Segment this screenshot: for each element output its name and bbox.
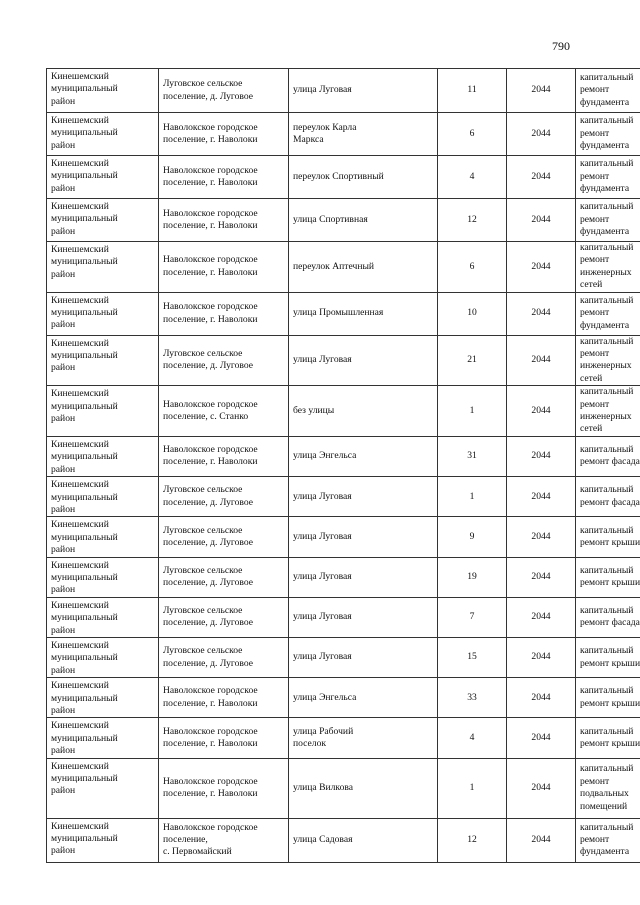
settlement-cell-text: Наволокское городское поселение, г. Наволоки (163, 164, 258, 188)
district-cell-text: Кинешемский муниципальный район (51, 337, 118, 374)
house-number-cell (438, 718, 507, 758)
street-cell (289, 557, 438, 597)
house-number-cell (438, 242, 507, 293)
street-cell (289, 292, 438, 335)
table-row (47, 718, 640, 758)
house-number-cell (438, 335, 507, 386)
year-cell-text: 2044 (531, 404, 551, 416)
table-row (47, 292, 640, 335)
work-type-cell (576, 436, 640, 476)
work-type-cell-text: капитальный ремонт крыши (580, 685, 640, 709)
settlement-cell (159, 718, 289, 758)
work-type-cell-text: капитальный ремонт фасада (580, 484, 640, 508)
work-type-cell (576, 678, 640, 718)
district-cell-text: Кинешемский муниципальный район (51, 519, 118, 556)
work-type-cell (576, 637, 640, 677)
work-type-cell-text: капитальный ремонт крыши (580, 564, 640, 589)
district-cell (47, 113, 159, 156)
street-cell-text: переулок Аптечный (293, 260, 375, 272)
table-row (47, 199, 640, 242)
street-cell-text: улица Рабочий поселок (293, 725, 354, 750)
district-cell-text: Кинешемский муниципальный район (51, 294, 118, 331)
work-type-cell-text: капитальный ремонт крыши (580, 645, 640, 669)
work-type-cell-text: капитальный ремонт крыши (580, 725, 640, 750)
settlement-cell (159, 436, 289, 476)
year-cell-text: 2044 (531, 731, 551, 743)
house-number-cell-text: 10 (467, 307, 477, 319)
year-cell (507, 292, 576, 335)
settlement-cell (159, 517, 289, 557)
district-cell (47, 292, 159, 335)
street-cell (289, 199, 438, 242)
table-row (47, 156, 640, 199)
work-type-cell (576, 69, 640, 113)
table-row (47, 242, 640, 293)
year-cell-text: 2044 (531, 651, 551, 663)
house-number-cell-text: 15 (467, 651, 477, 663)
settlement-cell (159, 335, 289, 386)
work-type-cell-text: капитальный ремонт инженерных сетей (580, 386, 634, 435)
work-type-cell-text: капитальный ремонт крыши (580, 524, 640, 548)
district-cell (47, 69, 159, 113)
district-cell (47, 242, 159, 293)
settlement-cell-text: Наволокское городское поселение, с. Станко (163, 398, 258, 423)
district-cell-text: Кинешемский муниципальный район (51, 820, 118, 857)
year-cell (507, 69, 576, 113)
year-cell-text: 2044 (531, 354, 551, 366)
district-cell-text: Кинешемский муниципальный район (51, 479, 118, 515)
house-number-cell-text: 19 (467, 570, 477, 582)
district-cell (47, 818, 159, 862)
year-cell (507, 113, 576, 156)
table-row (47, 678, 640, 718)
district-cell (47, 436, 159, 476)
district-cell (47, 637, 159, 677)
work-type-cell-text: капитальный ремонт фундамента (580, 115, 634, 152)
district-cell (47, 758, 159, 818)
street-cell (289, 477, 438, 517)
table-row (47, 597, 640, 637)
year-cell-text: 2044 (531, 611, 551, 623)
house-number-cell (438, 477, 507, 517)
house-number-cell (438, 818, 507, 862)
street-cell (289, 818, 438, 862)
house-number-cell-text: 6 (469, 260, 475, 272)
street-cell (289, 436, 438, 476)
settlement-cell (159, 818, 289, 862)
work-type-cell-text: капитальный ремонт фундамента (580, 158, 634, 195)
table-row (47, 386, 640, 437)
settlement-cell-text: Наволокское городское поселение, с. Первомайский (163, 821, 258, 858)
work-type-cell (576, 113, 640, 156)
work-type-cell (576, 758, 640, 818)
settlement-cell (159, 199, 289, 242)
house-number-cell (438, 386, 507, 437)
work-type-cell-text: капитальный ремонт инженерных сетей (580, 242, 634, 291)
street-cell-text: переулок Карла Маркса (293, 121, 357, 145)
table-row (47, 69, 640, 113)
street-cell-text: улица Луговая (293, 354, 352, 366)
year-cell (507, 156, 576, 199)
house-number-cell-text: 21 (467, 354, 477, 366)
street-cell-text: переулок Спортивный (293, 170, 384, 182)
street-cell-text: улица Энгельса (293, 450, 357, 462)
house-number-cell-text: 7 (469, 611, 475, 623)
work-type-cell (576, 335, 640, 386)
house-number-cell-text: 4 (469, 731, 475, 743)
work-type-cell-text: капитальный ремонт фундамента (580, 295, 634, 331)
settlement-cell-text: Наволокское городское поселение, г. Наволоки (163, 444, 258, 468)
district-cell-text: Кинешемский муниципальный район (51, 71, 118, 107)
work-type-cell-text: капитальный ремонт фасада (580, 604, 640, 629)
work-type-cell (576, 477, 640, 517)
house-number-cell (438, 557, 507, 597)
year-cell-text: 2044 (531, 307, 551, 319)
year-cell-text: 2044 (531, 84, 551, 96)
work-type-cell-text: капитальный ремонт фундамента (580, 821, 634, 858)
table-row (47, 758, 640, 818)
settlement-cell-text: Наволокское городское поселение, г. Наволоки (163, 301, 258, 325)
work-type-cell (576, 386, 640, 437)
house-number-cell-text: 31 (467, 450, 477, 462)
year-cell-text: 2044 (531, 570, 551, 582)
district-cell (47, 199, 159, 242)
street-cell-text: улица Луговая (293, 84, 352, 96)
street-cell (289, 335, 438, 386)
district-cell (47, 597, 159, 637)
work-type-cell (576, 597, 640, 637)
district-cell-text: Кинешемский муниципальный район (51, 559, 118, 596)
year-cell-text: 2044 (531, 127, 551, 139)
settlement-cell-text: Луговское сельское поселение, д. Луговое (163, 604, 254, 629)
house-number-cell (438, 637, 507, 677)
street-cell (289, 517, 438, 557)
table-row (47, 557, 640, 597)
work-type-cell-text: капитальный ремонт фундамента (580, 201, 634, 238)
settlement-cell (159, 69, 289, 113)
table-row (47, 436, 640, 476)
year-cell-text: 2044 (531, 260, 551, 272)
year-cell (507, 242, 576, 293)
street-cell (289, 242, 438, 293)
district-cell-text: Кинешемский муниципальный район (51, 720, 118, 757)
page-number: 790 (552, 39, 570, 53)
district-cell-text: Кинешемский муниципальный район (51, 244, 118, 280)
district-cell (47, 477, 159, 517)
house-number-cell-text: 6 (469, 127, 475, 139)
settlement-cell-text: Луговское сельское поселение, д. Луговое (163, 564, 254, 589)
settlement-cell-text: Наволокское городское поселение, г. Наволоки (163, 775, 258, 800)
district-cell-text: Кинешемский муниципальный район (51, 599, 118, 636)
year-cell-text: 2044 (531, 691, 551, 703)
table-row (47, 637, 640, 677)
house-number-cell (438, 292, 507, 335)
house-number-cell (438, 69, 507, 113)
year-cell (507, 718, 576, 758)
house-number-cell-text: 1 (469, 404, 475, 416)
district-cell (47, 718, 159, 758)
settlement-cell (159, 597, 289, 637)
work-type-cell (576, 199, 640, 242)
settlement-cell (159, 678, 289, 718)
street-cell (289, 678, 438, 718)
house-number-cell (438, 758, 507, 818)
housing-repair-table (46, 68, 640, 863)
year-cell-text: 2044 (531, 833, 551, 845)
settlement-cell-text: Наволокское городское поселение, г. Наволоки (163, 725, 258, 750)
house-number-cell-text: 9 (469, 530, 475, 542)
work-type-cell (576, 156, 640, 199)
house-number-cell-text: 11 (467, 84, 477, 96)
work-type-cell (576, 818, 640, 862)
settlement-cell (159, 557, 289, 597)
district-cell-text: Кинешемский муниципальный район (51, 680, 118, 716)
table-body (47, 69, 640, 863)
house-number-cell (438, 517, 507, 557)
district-cell-text: Кинешемский муниципальный район (51, 639, 118, 676)
district-cell (47, 335, 159, 386)
work-type-cell-text: капитальный ремонт фундамента (580, 71, 634, 108)
table-row (47, 113, 640, 156)
work-type-cell-text: капитальный ремонт подвальных помещений (580, 763, 634, 812)
settlement-cell (159, 292, 289, 335)
settlement-cell (159, 386, 289, 437)
year-cell (507, 335, 576, 386)
district-cell-text: Кинешемский муниципальный район (51, 760, 118, 797)
house-number-cell (438, 156, 507, 199)
settlement-cell (159, 156, 289, 199)
work-type-cell (576, 557, 640, 597)
district-cell-text: Кинешемский муниципальный район (51, 158, 118, 194)
house-number-cell-text: 1 (469, 781, 475, 793)
settlement-cell-text: Луговское сельское поселение, д. Луговое (163, 484, 254, 508)
street-cell-text: улица Луговая (293, 651, 352, 663)
year-cell (507, 477, 576, 517)
district-cell (47, 557, 159, 597)
year-cell (507, 758, 576, 818)
street-cell-text: улица Садовая (293, 833, 353, 845)
settlement-cell (159, 758, 289, 818)
district-cell-text: Кинешемский муниципальный район (51, 115, 118, 151)
year-cell-text: 2044 (531, 490, 551, 502)
street-cell-text: улица Вилкова (293, 781, 354, 793)
street-cell (289, 597, 438, 637)
street-cell-text: улица Луговая (293, 570, 352, 582)
year-cell (507, 386, 576, 437)
district-cell-text: Кинешемский муниципальный район (51, 388, 118, 425)
year-cell (507, 199, 576, 242)
work-type-cell (576, 242, 640, 293)
street-cell (289, 386, 438, 437)
house-number-cell (438, 199, 507, 242)
street-cell-text: улица Луговая (293, 490, 352, 502)
year-cell-text: 2044 (531, 450, 551, 462)
house-number-cell-text: 4 (469, 170, 475, 182)
year-cell (507, 557, 576, 597)
year-cell (507, 517, 576, 557)
street-cell-text: улица Луговая (293, 530, 352, 542)
settlement-cell (159, 113, 289, 156)
table-row (47, 477, 640, 517)
work-type-cell-text: капитальный ремонт инженерных сетей (580, 335, 634, 384)
work-type-cell (576, 292, 640, 335)
street-cell (289, 156, 438, 199)
street-cell-text: улица Энгельса (293, 691, 357, 703)
street-cell (289, 718, 438, 758)
district-cell (47, 517, 159, 557)
house-number-cell-text: 1 (469, 490, 475, 502)
district-cell-text: Кинешемский муниципальный район (51, 438, 118, 475)
street-cell-text: без улицы (293, 404, 335, 416)
house-number-cell-text: 12 (467, 833, 477, 845)
settlement-cell-text: Наволокское городское поселение, г. Наволоки (163, 121, 258, 145)
work-type-cell-text: капитальный ремонт фасада (580, 444, 640, 468)
street-cell-text: улица Луговая (293, 611, 352, 623)
street-cell-text: улица Спортивная (293, 213, 368, 225)
district-cell (47, 386, 159, 437)
settlement-cell-text: Наволокское городское поселение, г. Наволоки (163, 685, 258, 709)
year-cell (507, 436, 576, 476)
settlement-cell (159, 477, 289, 517)
house-number-cell-text: 33 (467, 691, 477, 703)
year-cell (507, 637, 576, 677)
settlement-cell-text: Луговское сельское поселение, д. Луговое (163, 645, 254, 669)
settlement-cell-text: Наволокское городское поселение, г. Наволоки (163, 207, 258, 231)
year-cell-text: 2044 (531, 530, 551, 542)
street-cell-text: улица Промышленная (293, 307, 384, 319)
street-cell (289, 69, 438, 113)
street-cell (289, 113, 438, 156)
house-number-cell (438, 436, 507, 476)
settlement-cell-text: Луговское сельское поселение, д. Луговое (163, 524, 254, 548)
year-cell (507, 818, 576, 862)
street-cell (289, 758, 438, 818)
house-number-cell (438, 113, 507, 156)
year-cell (507, 678, 576, 718)
year-cell-text: 2044 (531, 781, 551, 793)
year-cell (507, 597, 576, 637)
table-row (47, 517, 640, 557)
settlement-cell-text: Луговское сельское поселение, д. Луговое (163, 348, 254, 372)
district-cell-text: Кинешемский муниципальный район (51, 201, 118, 237)
district-cell (47, 156, 159, 199)
district-cell (47, 678, 159, 718)
house-number-cell (438, 678, 507, 718)
settlement-cell-text: Наволокское городское поселение, г. Наволоки (163, 254, 258, 278)
settlement-cell (159, 242, 289, 293)
work-type-cell (576, 517, 640, 557)
settlement-cell (159, 637, 289, 677)
street-cell (289, 637, 438, 677)
table-row (47, 818, 640, 862)
work-type-cell (576, 718, 640, 758)
table-row (47, 335, 640, 386)
year-cell-text: 2044 (531, 213, 551, 225)
house-number-cell (438, 597, 507, 637)
settlement-cell-text: Луговское сельское поселение, д. Луговое (163, 78, 254, 102)
house-number-cell-text: 12 (467, 213, 477, 225)
year-cell-text: 2044 (531, 170, 551, 182)
